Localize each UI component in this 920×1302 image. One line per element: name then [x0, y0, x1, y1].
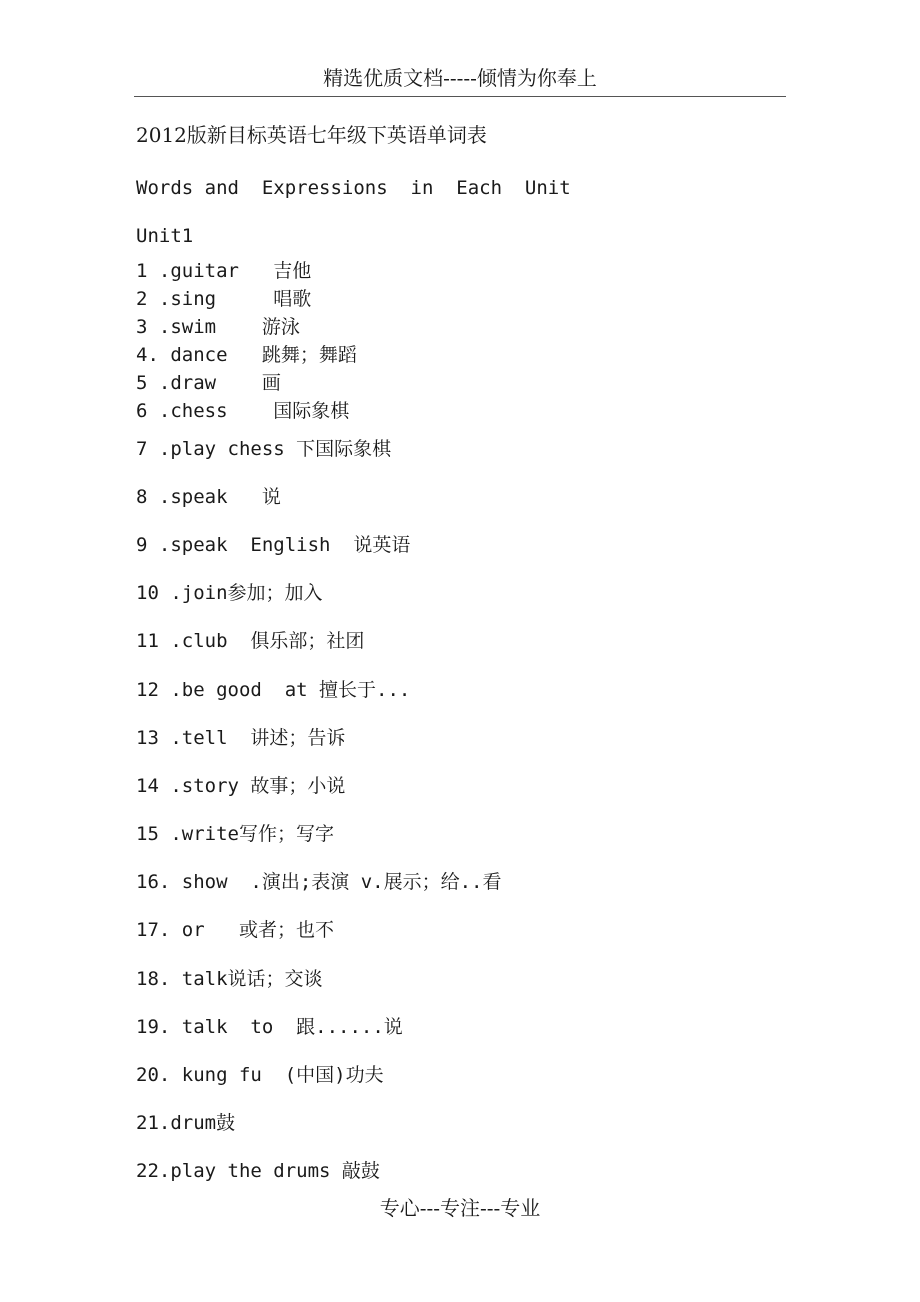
- vocab-entry: 1 .guitar 吉他: [136, 260, 312, 282]
- header-divider: [134, 96, 786, 97]
- vocab-entry: 9 .speak English 说英语: [136, 534, 411, 556]
- vocab-entry: 5 .draw 画: [136, 372, 281, 394]
- vocab-entry: 21.drum鼓: [136, 1112, 236, 1134]
- vocab-entry: 16. show .演出;表演 v.展示；给..看: [136, 871, 502, 893]
- vocab-entry: 12 .be good at 擅长于...: [136, 679, 411, 701]
- vocab-entry: 19. talk to 跟......说: [136, 1016, 403, 1038]
- page-header: 精选优质文档-----倾情为你奉上: [323, 66, 597, 90]
- vocab-entry: 2 .sing 唱歌: [136, 288, 312, 310]
- vocab-entry: 8 .speak 说: [136, 486, 281, 508]
- vocab-entry: 20. kung fu (中国)功夫: [136, 1064, 384, 1086]
- vocab-entry: 4. dance 跳舞；舞蹈: [136, 344, 357, 366]
- vocab-entry: 11 .club 俱乐部；社团: [136, 630, 365, 652]
- vocab-entry: 13 .tell 讲述；告诉: [136, 727, 346, 749]
- document-title: 2012版新目标英语七年级下英语单词表: [136, 123, 487, 147]
- vocab-entry: 15 .write写作；写字: [136, 823, 334, 845]
- vocab-entry: 3 .swim 游泳: [136, 316, 300, 338]
- unit-heading: Unit1: [136, 225, 194, 247]
- vocab-entry: 18. talk说话；交谈: [136, 968, 323, 990]
- vocab-entry: 10 .join参加；加入: [136, 582, 323, 604]
- vocab-entry: 14 .story 故事；小说: [136, 775, 346, 797]
- vocab-entry: 7 .play chess 下国际象棋: [136, 438, 392, 460]
- document-subtitle: Words and Expressions in Each Unit: [136, 177, 571, 199]
- page-footer: 专心---专注---专业: [379, 1196, 541, 1220]
- vocab-entry: 6 .chess 国际象棋: [136, 400, 350, 422]
- vocab-entry: 22.play the drums 敲鼓: [136, 1160, 380, 1182]
- vocab-entry: 17. or 或者；也不: [136, 919, 334, 941]
